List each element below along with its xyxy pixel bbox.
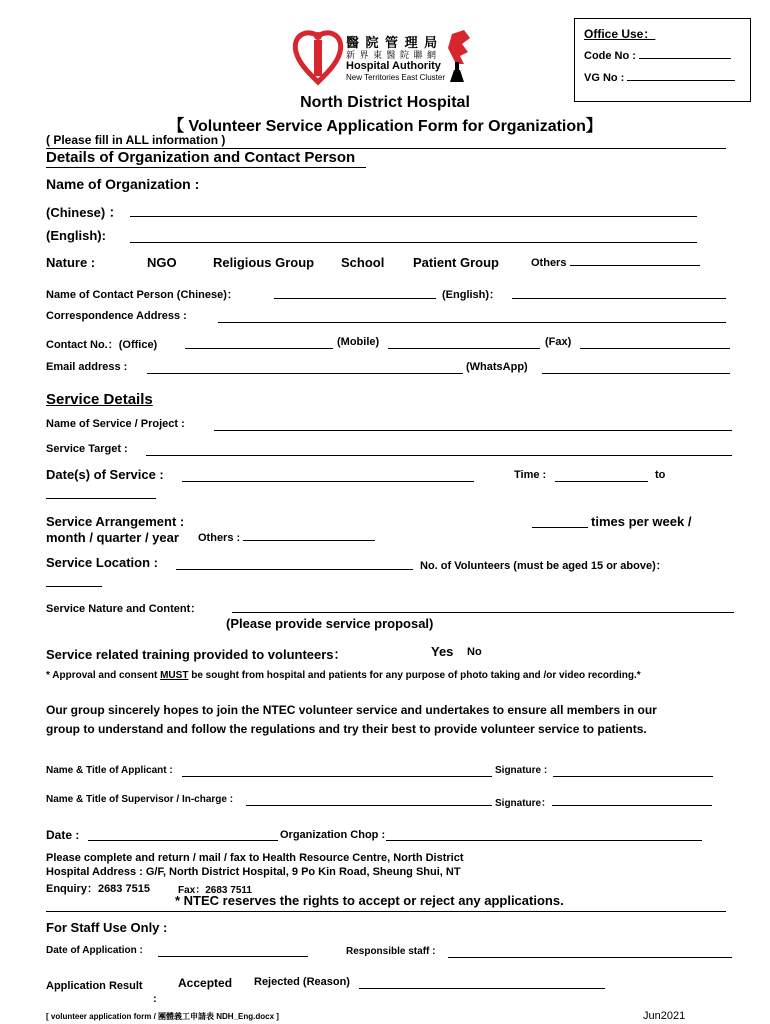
org-english-input[interactable] xyxy=(130,242,697,243)
staff-divider xyxy=(46,911,726,912)
chop-input[interactable] xyxy=(386,840,702,841)
contact-person-english-input[interactable] xyxy=(512,298,726,299)
service-name-label: Name of Service / Project : xyxy=(46,418,185,430)
location-label: Service Location : xyxy=(46,555,158,570)
pledge-line-2: group to understand and follow the regulations and try their best to provide volunteer service to patients. xyxy=(46,722,647,736)
nature-option-school[interactable]: School xyxy=(341,255,385,270)
logo-english-name: Hospital Authority xyxy=(346,60,441,72)
month-quarter-year-label: month / quarter / year xyxy=(46,530,179,545)
org-chinese-label: (Chinese) ： xyxy=(46,205,122,220)
contact-fax-input[interactable] xyxy=(580,348,730,349)
nature-option-ngo[interactable]: NGO xyxy=(147,255,177,270)
email-label: Email address : xyxy=(46,361,128,373)
org-english-label: (English): xyxy=(46,228,106,243)
training-no-option[interactable]: No xyxy=(467,646,482,658)
nature-label: Nature : xyxy=(46,255,96,270)
whatsapp-input[interactable] xyxy=(542,373,730,374)
service-target-input[interactable] xyxy=(146,455,732,456)
date-input[interactable] xyxy=(88,840,278,841)
nature-option-patient-group[interactable]: Patient Group xyxy=(413,255,499,270)
arrangement-others-field[interactable]: Others : xyxy=(198,532,375,544)
application-result-colon: : xyxy=(153,993,157,1005)
logo-chinese-name: 醫 院 管 理 局 xyxy=(346,36,439,51)
applicant-label: Name & Title of Applicant : xyxy=(46,765,173,776)
supervisor-signature-label: Signature： xyxy=(495,798,552,809)
nature-others-field[interactable]: Others xyxy=(531,257,700,269)
applicant-signature-input[interactable] xyxy=(553,776,713,777)
date-of-application-input[interactable] xyxy=(158,956,308,957)
volunteers-label: No. of Volunteers (must be aged 15 or above)： xyxy=(420,560,667,572)
date-label: Date : xyxy=(46,828,80,842)
service-nature-input[interactable] xyxy=(232,612,734,613)
nature-option-religious[interactable]: Religious Group xyxy=(213,255,315,270)
rejected-reason-input[interactable] xyxy=(359,988,605,989)
logo-english-cluster: New Territories East Cluster xyxy=(346,73,445,82)
contact-office-input[interactable] xyxy=(185,348,333,349)
applicant-signature-label: Signature : xyxy=(495,765,548,776)
time-to-label: to xyxy=(655,469,666,481)
section-org-heading: Details of Organization and Contact Person xyxy=(46,149,356,166)
training-yes-option[interactable]: Yes xyxy=(431,644,454,659)
contact-person-chinese-label: Name of Contact Person (Chinese)： xyxy=(46,289,238,301)
location-input[interactable] xyxy=(176,569,413,570)
instruction: ( Please fill in ALL information ) xyxy=(46,133,226,147)
reserve-rights-notice: * NTEC reserves the rights to accept or reject any applications. xyxy=(175,893,564,908)
contact-person-english-label: (English)： xyxy=(442,289,501,301)
responsible-staff-label: Responsible staff : xyxy=(346,946,436,957)
address-input[interactable] xyxy=(218,322,726,323)
chop-label: Organization Chop : xyxy=(280,829,386,841)
service-nature-label: Service Nature and Content： xyxy=(46,603,202,615)
time-label: Time : xyxy=(514,469,547,481)
staff-use-heading: For Staff Use Only : xyxy=(46,920,168,935)
times-per-week-input[interactable] xyxy=(532,527,588,528)
address-label: Correspondence Address : xyxy=(46,310,187,322)
training-label: Service related training provided to volunteers： xyxy=(46,647,347,662)
hospital-name: North District Hospital xyxy=(300,94,470,111)
pledge-line-1: Our group sincerely hopes to join the NTEC volunteer service and undertakes to ensure all members in our xyxy=(46,703,657,717)
hospital-address: Hospital Address : G/F, North District Hospital, 9 Po Kin Road, Sheung Shui, NT xyxy=(46,866,461,878)
date-of-application-label: Date of Application : xyxy=(46,945,143,956)
contact-office-label: Contact No.：(Office) xyxy=(46,339,158,351)
proposal-note: (Please provide service proposal) xyxy=(226,616,434,631)
org-chinese-input[interactable] xyxy=(130,216,697,217)
time-to-input[interactable] xyxy=(46,498,156,499)
vg-no-field[interactable]: VG No : xyxy=(584,72,735,84)
result-rejected-option[interactable]: Rejected (Reason) xyxy=(254,976,350,988)
arrangement-label: Service Arrangement : xyxy=(46,514,185,529)
supervisor-input[interactable] xyxy=(246,805,492,806)
times-per-week-label: times per week / xyxy=(591,514,692,529)
volunteers-input[interactable] xyxy=(46,586,102,587)
email-input[interactable] xyxy=(147,373,463,374)
form-title: 【 Volunteer Service Application Form for Organization】 xyxy=(168,118,602,135)
footer-date: Jun2021 xyxy=(643,1010,686,1022)
service-target-label: Service Target : xyxy=(46,443,128,455)
dates-of-service-input[interactable] xyxy=(182,481,474,482)
logo-chinese-cluster: 新 界 東 醫 院 聯 網 xyxy=(346,50,438,60)
footer-filename: [ volunteer application form / 團體義工申請表 NDH_Eng.docx ] xyxy=(46,1012,279,1021)
whatsapp-label: (WhatsApp) xyxy=(466,361,528,373)
hospital-authority-logo xyxy=(292,26,492,93)
supervisor-label: Name & Title of Supervisor / In-charge : xyxy=(46,794,234,805)
enquiry-phone: Enquiry：2683 7515 xyxy=(46,883,150,895)
return-instruction: Please complete and return / mail / fax to Health Resource Centre, North District xyxy=(46,852,464,864)
applicant-input[interactable] xyxy=(182,776,492,777)
code-no-field[interactable]: Code No : xyxy=(584,50,731,62)
service-name-input[interactable] xyxy=(214,430,732,431)
responsible-staff-input[interactable] xyxy=(448,957,732,958)
contact-fax-label: (Fax) xyxy=(545,336,572,348)
section-service-heading: Service Details xyxy=(46,391,153,408)
contact-mobile-label: (Mobile) xyxy=(337,336,380,348)
office-use-title: Office Use： xyxy=(584,27,656,41)
dates-of-service-label: Date(s) of Service : xyxy=(46,467,164,482)
result-accepted-option[interactable]: Accepted xyxy=(178,976,233,990)
heading-underline xyxy=(46,167,366,168)
contact-person-chinese-input[interactable] xyxy=(274,298,436,299)
approval-notice: * Approval and consent MUST be sought from hospital and patients for any purpose of photo taking and /or video recording.* xyxy=(46,670,641,681)
fax-number: Fax：2683 7511 xyxy=(178,885,252,896)
contact-mobile-input[interactable] xyxy=(388,348,540,349)
supervisor-signature-input[interactable] xyxy=(552,805,712,806)
name-of-organization-label: Name of Organization : xyxy=(46,176,200,192)
application-result-label: Application Result xyxy=(46,980,143,992)
office-use-box xyxy=(574,18,751,102)
time-from-input[interactable] xyxy=(555,481,648,482)
